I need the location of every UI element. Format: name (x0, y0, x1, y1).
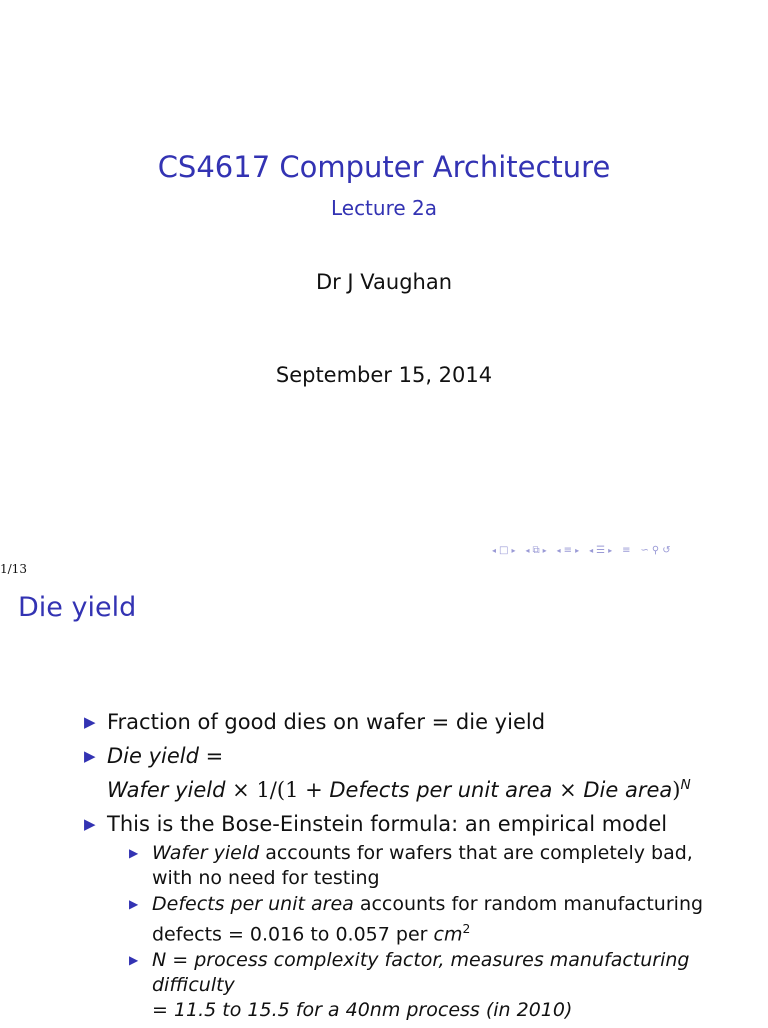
page-number: 1/13 (0, 562, 27, 576)
nav-prev-arrow[interactable]: ◂ (556, 545, 561, 555)
back-forward-icon[interactable]: ↺ (662, 544, 671, 556)
section-icon[interactable]: ≡ (563, 544, 573, 556)
bullet-triangle-icon: ▶ (129, 953, 139, 968)
nav-next-arrow[interactable]: ▸ (542, 545, 547, 555)
frame-icon[interactable]: □ (499, 544, 509, 556)
list-item (84, 742, 724, 805)
lecture-subtitle: Lecture 2a (330, 196, 438, 220)
section-nav (557, 545, 579, 556)
presentation-date: September 15, 2014 (275, 363, 493, 387)
nav-prev-arrow[interactable]: ◂ (589, 545, 594, 555)
sub-list-item: ▶ Wafer yield accounts for wafers that are completely bad, with no need for testing (129, 842, 693, 889)
toc-icon[interactable]: ☰ (596, 544, 606, 556)
nav-next-arrow[interactable]: ▸ (608, 545, 613, 555)
sub-list-item: ▶ Defects per unit area accounts for random manufacturing defects = 0.016 to 0.057 per $cm^2$ (129, 893, 704, 946)
subsection-icon[interactable]: ⧉ (532, 544, 540, 556)
nav-next-arrow[interactable]: ▸ (575, 545, 580, 555)
presentation-title: CS4617 Computer Architecture (157, 150, 611, 184)
sub-list-item: ▶ N = process complexity factor, measures manufacturing difficulty = 11.5 to 15.5 for a 40nm process (in 2010) (129, 949, 690, 1022)
bullet-triangle-icon: ▶ (129, 897, 139, 911)
loop-icon[interactable]: ∽ (640, 544, 649, 556)
author-name: Dr J Vaughan (315, 270, 453, 294)
misc-nav (640, 545, 670, 556)
die-yield-label: Die yield = (107, 744, 224, 768)
bullet-triangle-icon: ▶ (129, 846, 139, 860)
bullet-list (84, 708, 724, 1028)
sub-bullet-list (129, 841, 724, 1023)
slide-title: Die yield (18, 592, 137, 623)
list-item: ▶ This is the Bose-Einstein formula: an empirical model ▶ Wafer yield accounts for wafers that are completely bad, with no need for testing ▶ Defects per unit area accounts for random manufacturing defects = 0.016 to 0.057 per $cm^2$ ▶ N = process complexity factor, measures manufacturing difficulty = 11.5 to 15.5 for a 40nm process (in 2010) (84, 810, 724, 1023)
nav-prev-arrow[interactable]: ◂ (525, 545, 530, 555)
list-item: ▶ Fraction of good dies on wafer = die yield (84, 708, 724, 737)
toc-nav (589, 545, 612, 556)
frame-nav (492, 545, 515, 556)
bullet-triangle-icon: ▶ (84, 747, 96, 765)
die-yield-formula: Wafer yield × 1/(1 + Defects per unit area × Die area)$^N$ (107, 777, 691, 802)
align-icon[interactable]: ≡ (622, 544, 631, 556)
bullet-triangle-icon: ▶ (84, 815, 96, 833)
beamer-navigation-bar (492, 543, 671, 557)
bullet-triangle-icon: ▶ (84, 713, 96, 731)
nav-prev-arrow[interactable]: ◂ (492, 545, 497, 555)
subsection-nav (525, 545, 546, 556)
nav-next-arrow[interactable]: ▸ (511, 545, 516, 555)
search-icon[interactable]: ⚲ (651, 544, 660, 556)
